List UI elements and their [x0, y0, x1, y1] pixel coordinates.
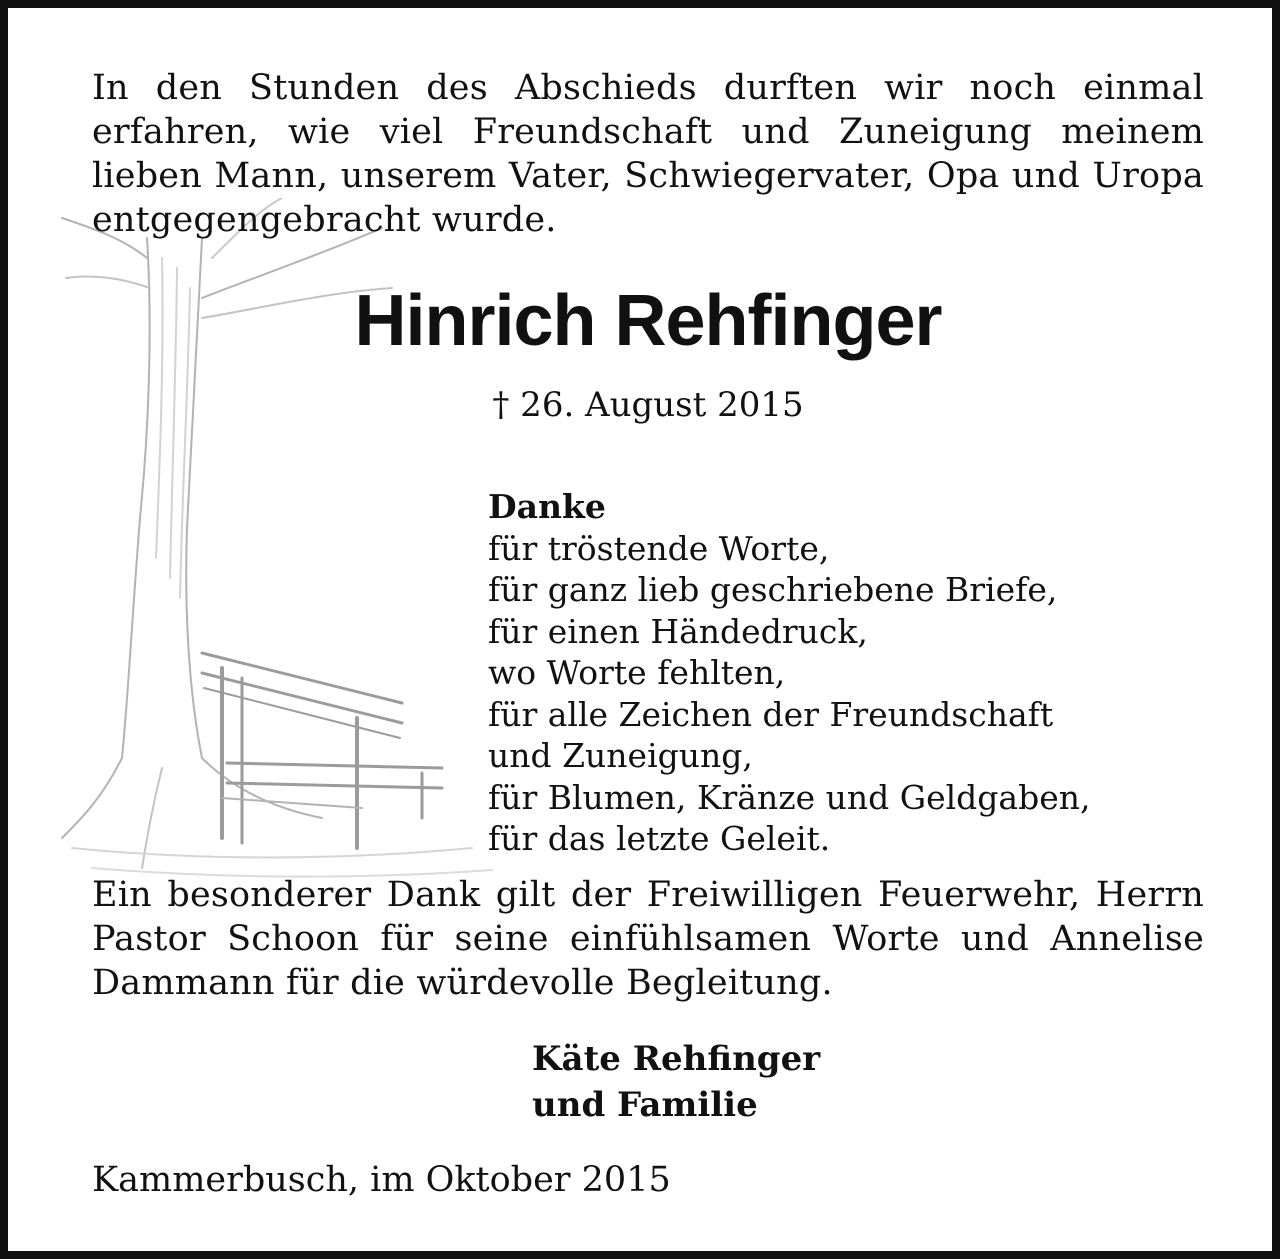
thanks-heading: Danke — [488, 487, 606, 526]
thanks-line: wo Worte fehlten, — [488, 653, 786, 692]
thanks-line: für das letzte Geleit. — [488, 819, 831, 858]
special-thanks-text: Ein besonderer Dank gilt der Freiwilligen Feuerwehr, Herrn Pastor Schoon für seine einfühlsamen Worte und Annelise Dammann für die würdevolle Begleitung. — [92, 875, 1204, 1003]
place-date: Kammerbusch, im Oktober 2015 — [92, 1160, 671, 1200]
deceased-name: Hinrich Rehfinger — [354, 281, 942, 361]
signature-name: Käte Rehfinger — [532, 1039, 821, 1079]
thanks-line: für tröstende Worte, — [488, 528, 830, 568]
thanks-list — [488, 486, 1208, 860]
thanks-line: für Blumen, Kränze und Geldgaben, — [488, 777, 1091, 817]
thanks-line: für einen Händedruck, — [488, 611, 868, 651]
thanks-line: für ganz lieb geschriebene Briefe, — [488, 570, 1058, 609]
thanks-line: und Zuneigung, — [488, 736, 753, 775]
intro-text: In den Stunden des Abschieds durften wir noch einmal erfahren, wie viel Freundschaft und Zuneigung meinem lieben Mann, unserem Vater, Schwiegervater, Opa und Uropa entgegengebracht wurde. — [92, 68, 1204, 240]
signature — [532, 1036, 1032, 1128]
signature-family: und Familie — [532, 1085, 758, 1125]
thanks-line: für alle Zeichen der Freundschaft — [488, 694, 1054, 734]
death-date: † 26. August 2015 — [492, 385, 804, 425]
